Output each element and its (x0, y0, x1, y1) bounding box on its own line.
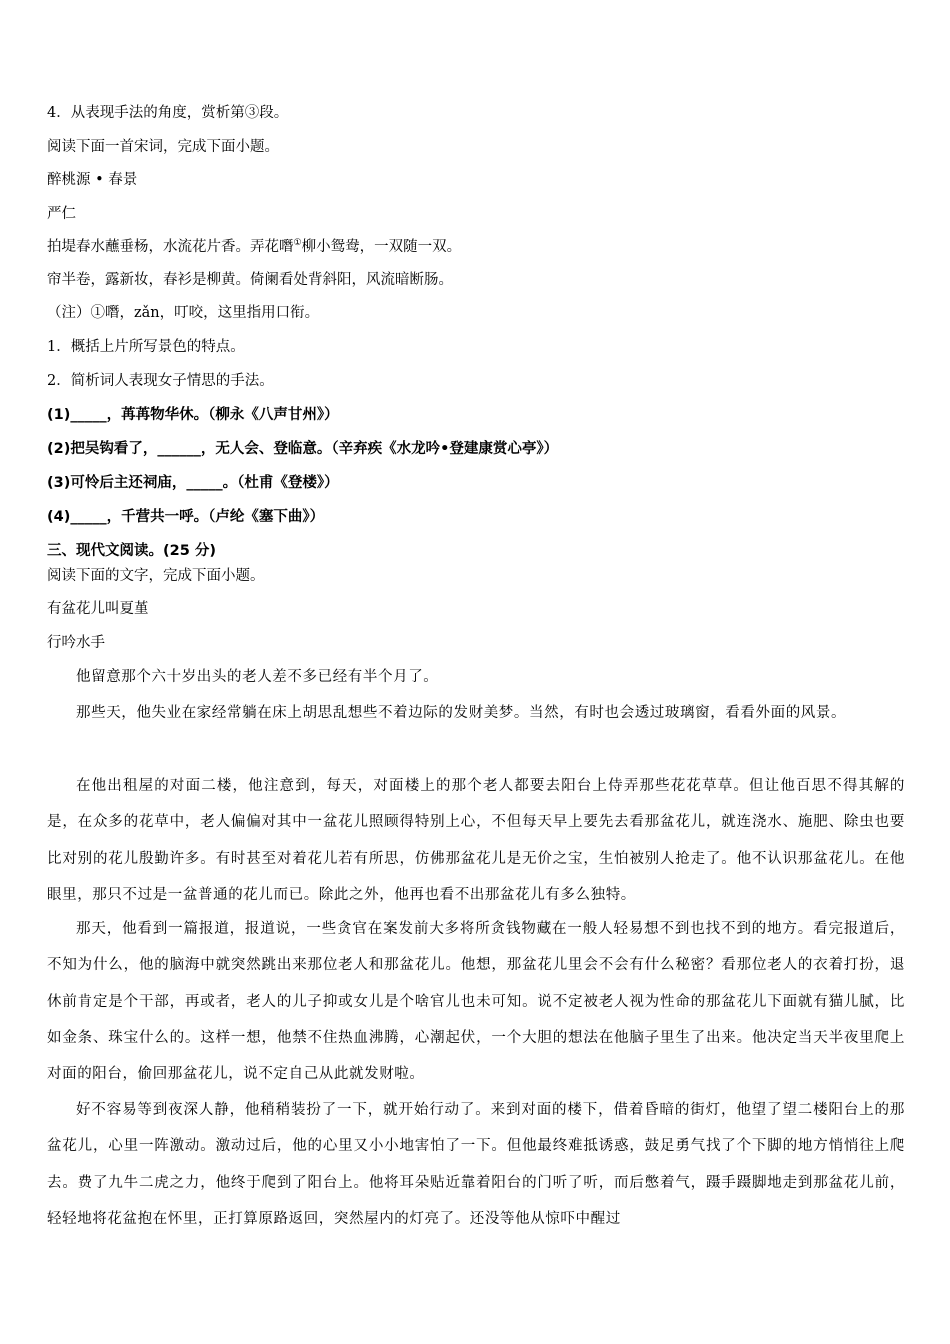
essay-paragraph-4: 那天，他看到一篇报道，报道说，一些贪官在案发前大多将所贪钱物藏在一般人轻易想不到也找不到的地方。看完报道后，不知为什么，他的脑海中就突然跳出来那位老人和那盆花儿。他想，那盆花儿里会不会有什么秘密？看那位老人的衣着打扮，退休前肯定是个干部，再或者，老人的儿子抑或女儿是个啥官儿也未可知。说不定被老人视为性命的那盆花儿下面就有猫儿腻，比如金条、珠宝什么的。这样一想，他禁不住热血沸腾，心潮起伏，一个大胆的想法在他脑子里生了出来。他决定当天半夜里爬上对面的阳台，偷回那盆花儿，说不定自己从此就发财啦。 (47, 921, 905, 1083)
fill-blank-3: (3)可怜后主还祠庙，_____。（杜甫《登楼》） (47, 475, 339, 491)
poem-author: 严仁 (47, 206, 76, 222)
poem-question-1: 1．概括上片所写景色的特点。 (47, 339, 245, 355)
poem-line-1-a: 拍堤春水蘸垂杨，水流花片香。弄花噆 (47, 239, 294, 255)
poem-line-2: 帘半卷，露新妆，春衫是柳黄。倚阑看处背斜阳，风流暗断肠。 (47, 272, 453, 288)
essay-paragraph-1: 他留意那个六十岁出头的老人差不多已经有半个月了。 (76, 669, 439, 685)
poem-title: 醉桃源 • 春景 (47, 172, 138, 188)
fill-blank-2: (2)把吴钩看了，______，无人会、登临意。（辛弃疾《水龙吟•登建康赏心亭》） (47, 441, 559, 457)
fill-blank-1: (1)_____，苒苒物华休。（柳永《八声甘州》） (47, 407, 339, 423)
essay-title: 有盆花儿叫夏堇 (47, 601, 149, 617)
poem-note: （注）①噆，zǎn，叮咬，这里指用口衔。 (47, 305, 320, 321)
fill-blank-4: (4)_____，千营共一呼。（卢纶《塞下曲》） (47, 509, 325, 525)
footnote-marker: ① (293, 238, 302, 249)
essay-intro: 阅读下面的文字，完成下面小题。 (47, 568, 265, 584)
essay-paragraph-2: 那些天，他失业在家经常躺在床上胡思乱想些不着边际的发财美梦。当然，有时也会透过玻璃窗，看看外面的风景。 (76, 705, 847, 721)
poem-question-2: 2．简析词人表现女子情思的手法。 (47, 373, 274, 389)
question-4: 4．从表现手法的角度，赏析第③段。 (47, 105, 289, 121)
poem-intro: 阅读下面一首宋词，完成下面小题。 (47, 139, 279, 155)
section-heading: 三、现代文阅读。(25 分) (47, 543, 216, 559)
poem-line-1-b: 柳小鸳鸯，一双随一双。 (301, 239, 462, 255)
poem-line-1 (47, 237, 461, 257)
essay-paragraph-3: 在他出租屋的对面二楼，他注意到，每天，对面楼上的那个老人都要去阳台上侍弄那些花花草草。但让他百思不得其解的是，在众多的花草中，老人偏偏对其中一盆花儿照顾得特别上心，不但每天早上要先去看那盆花儿，就连浇水、施肥、除虫也要比对别的花儿殷勤许多。有时甚至对着花儿若有所思，仿佛那盆花儿是无价之宝，生怕被别人抢走了。他不认识那盆花儿。在他眼里，那只不过是一盆普通的花儿而已。除此之外，他再也看不出那盆花儿有多么独特。 (47, 778, 905, 903)
essay-author: 行吟水手 (47, 635, 105, 651)
essay-paragraph-5: 好不容易等到夜深人静，他稍稍装扮了一下，就开始行动了。来到对面的楼下，借着昏暗的街灯，他望了望二楼阳台上的那盆花儿，心里一阵激动。激动过后，他的心里又小小地害怕了一下。但他最终难抵诱惑，鼓足勇气找了个下脚的地方悄悄往上爬去。费了九牛二虎之力，他终于爬到了阳台上。他将耳朵贴近靠着阳台的门听了听，而后憋着气，蹑手蹑脚地走到那盆花儿前，轻轻地将花盆抱在怀里，正打算原路返回，突然屋内的灯亮了。还没等他从惊吓中醒过 (47, 1102, 905, 1227)
